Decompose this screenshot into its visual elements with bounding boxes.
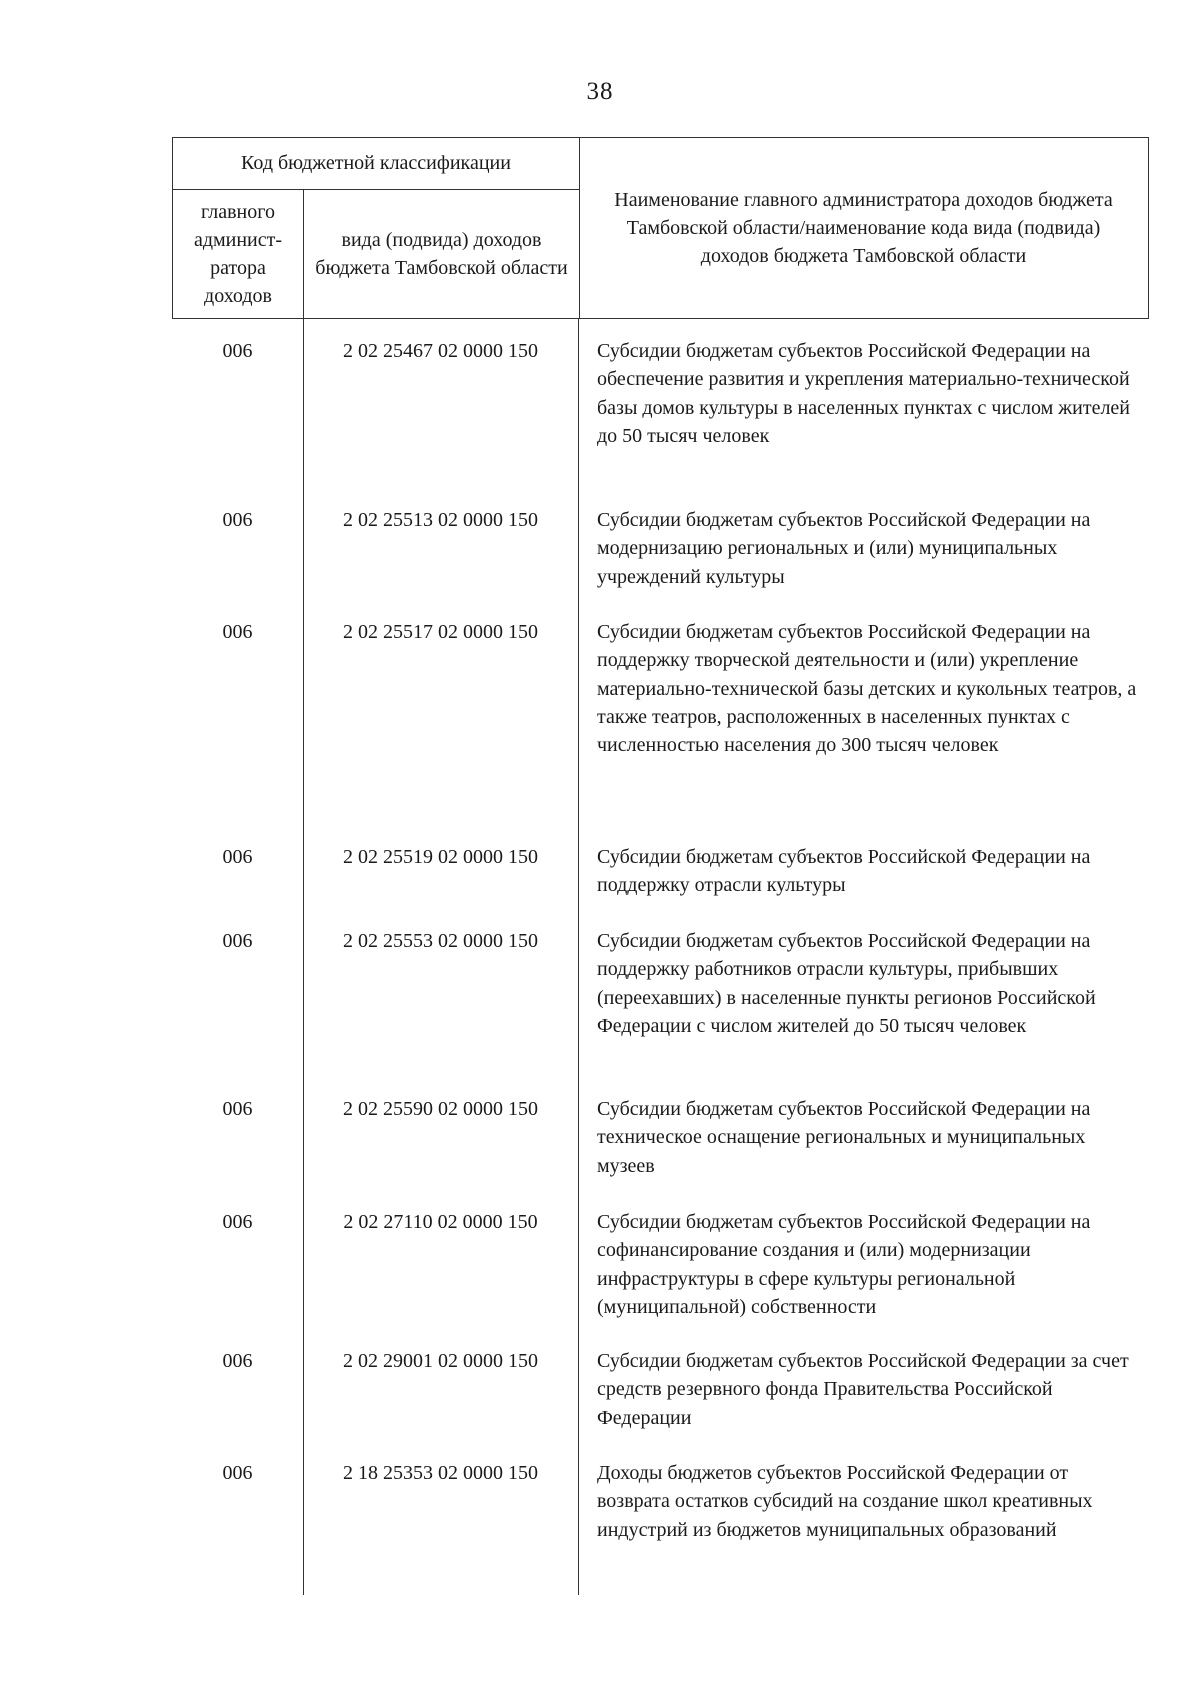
revenue-code-cell: 2 02 29001 02 0000 150 [343, 1350, 538, 1372]
admin-column-header-text: главного админист-ратора доходов [193, 201, 283, 307]
revenue-name-cell: Доходы бюджетов субъектов Российской Федерации от возврата остатков субсидий на создание школ креативных индустрий из бюджетов муниципальных образований [597, 1462, 1093, 1541]
admin-code-cell: 006 [222, 1350, 253, 1372]
revenue-name-cell: Субсидии бюджетам субъектов Российской Федерации на поддержку творческой деятельности и (или) укрепление материально-технической базы детских и кукольных театров, а также театров, расположенных в населенных пунктах с численностью населения до 300 тысяч человек [597, 621, 1137, 757]
admin-code-cell: 006 [222, 1462, 253, 1484]
revenue-name-cell: Субсидии бюджетам субъектов Российской Федерации на поддержку работников отрасли культуры, прибывших (переехавших) в населенные пункты регионов Российской Федерации с числом жителей до 50 тысяч человек [597, 930, 1096, 1037]
budget-code-group-title: Код бюджетной классификации [173, 138, 579, 190]
page-number: 38 [586, 78, 614, 105]
admin-code-cell: 006 [222, 930, 253, 952]
admin-code-cell: 006 [222, 1211, 253, 1233]
admin-column-header [173, 190, 304, 318]
revenue-name-cell: Субсидии бюджетам субъектов Российской Федерации на модернизацию региональных и (или) муниципальных учреждений культуры [597, 509, 1091, 588]
admin-code-cell: 006 [222, 509, 253, 531]
revenue-code-cell: 2 02 25519 02 0000 150 [343, 846, 538, 868]
revenue-code-cell: 2 02 27110 02 0000 150 [343, 1211, 538, 1233]
revenue-code-cell: 2 02 25590 02 0000 150 [343, 1098, 538, 1120]
revenue-name-cell: Субсидии бюджетам субъектов Российской Федерации на софинансирование создания и (или) модернизации инфраструктуры в сфере культуры региональной (муниципальной) собственности [597, 1211, 1091, 1318]
code-column-header: вида (подвида) доходов бюджета Тамбовской области [315, 229, 568, 279]
column-divider-2 [578, 319, 579, 1595]
admin-code-cell: 006 [222, 340, 253, 362]
admin-code-cell: 006 [222, 621, 253, 643]
revenue-name-cell: Субсидии бюджетам субъектов Российской Федерации за счет средств резервного фонда Правительства Российской Федерации [597, 1350, 1129, 1429]
revenue-code-cell: 2 02 25553 02 0000 150 [343, 930, 538, 952]
table-header [172, 137, 1149, 319]
admin-code-cell: 006 [222, 846, 253, 868]
revenue-name-cell: Субсидии бюджетам субъектов Российской Федерации на техническое оснащение региональных и муниципальных музеев [597, 1098, 1091, 1177]
admin-code-cell: 006 [222, 1098, 253, 1120]
revenue-code-cell: 2 02 25517 02 0000 150 [343, 621, 538, 643]
revenue-code-cell: 2 18 25353 02 0000 150 [343, 1462, 538, 1484]
budget-code-header-group [173, 138, 580, 318]
revenue-code-cell: 2 02 25467 02 0000 150 [343, 340, 538, 362]
name-column-header: Наименование главного администратора доходов бюджета Тамбовской области/наименование кода вида (подвида) доходов бюджета Тамбовской области [614, 189, 1113, 267]
revenue-code-cell: 2 02 25513 02 0000 150 [343, 509, 538, 531]
revenue-name-cell: Субсидии бюджетам субъектов Российской Федерации на обеспечение развития и укрепления материально-технической базы домов культуры в населенных пунктах с числом жителей до 50 тысяч человек [597, 340, 1131, 447]
revenue-name-cell: Субсидии бюджетам субъектов Российской Федерации на поддержку отрасли культуры [597, 846, 1091, 897]
